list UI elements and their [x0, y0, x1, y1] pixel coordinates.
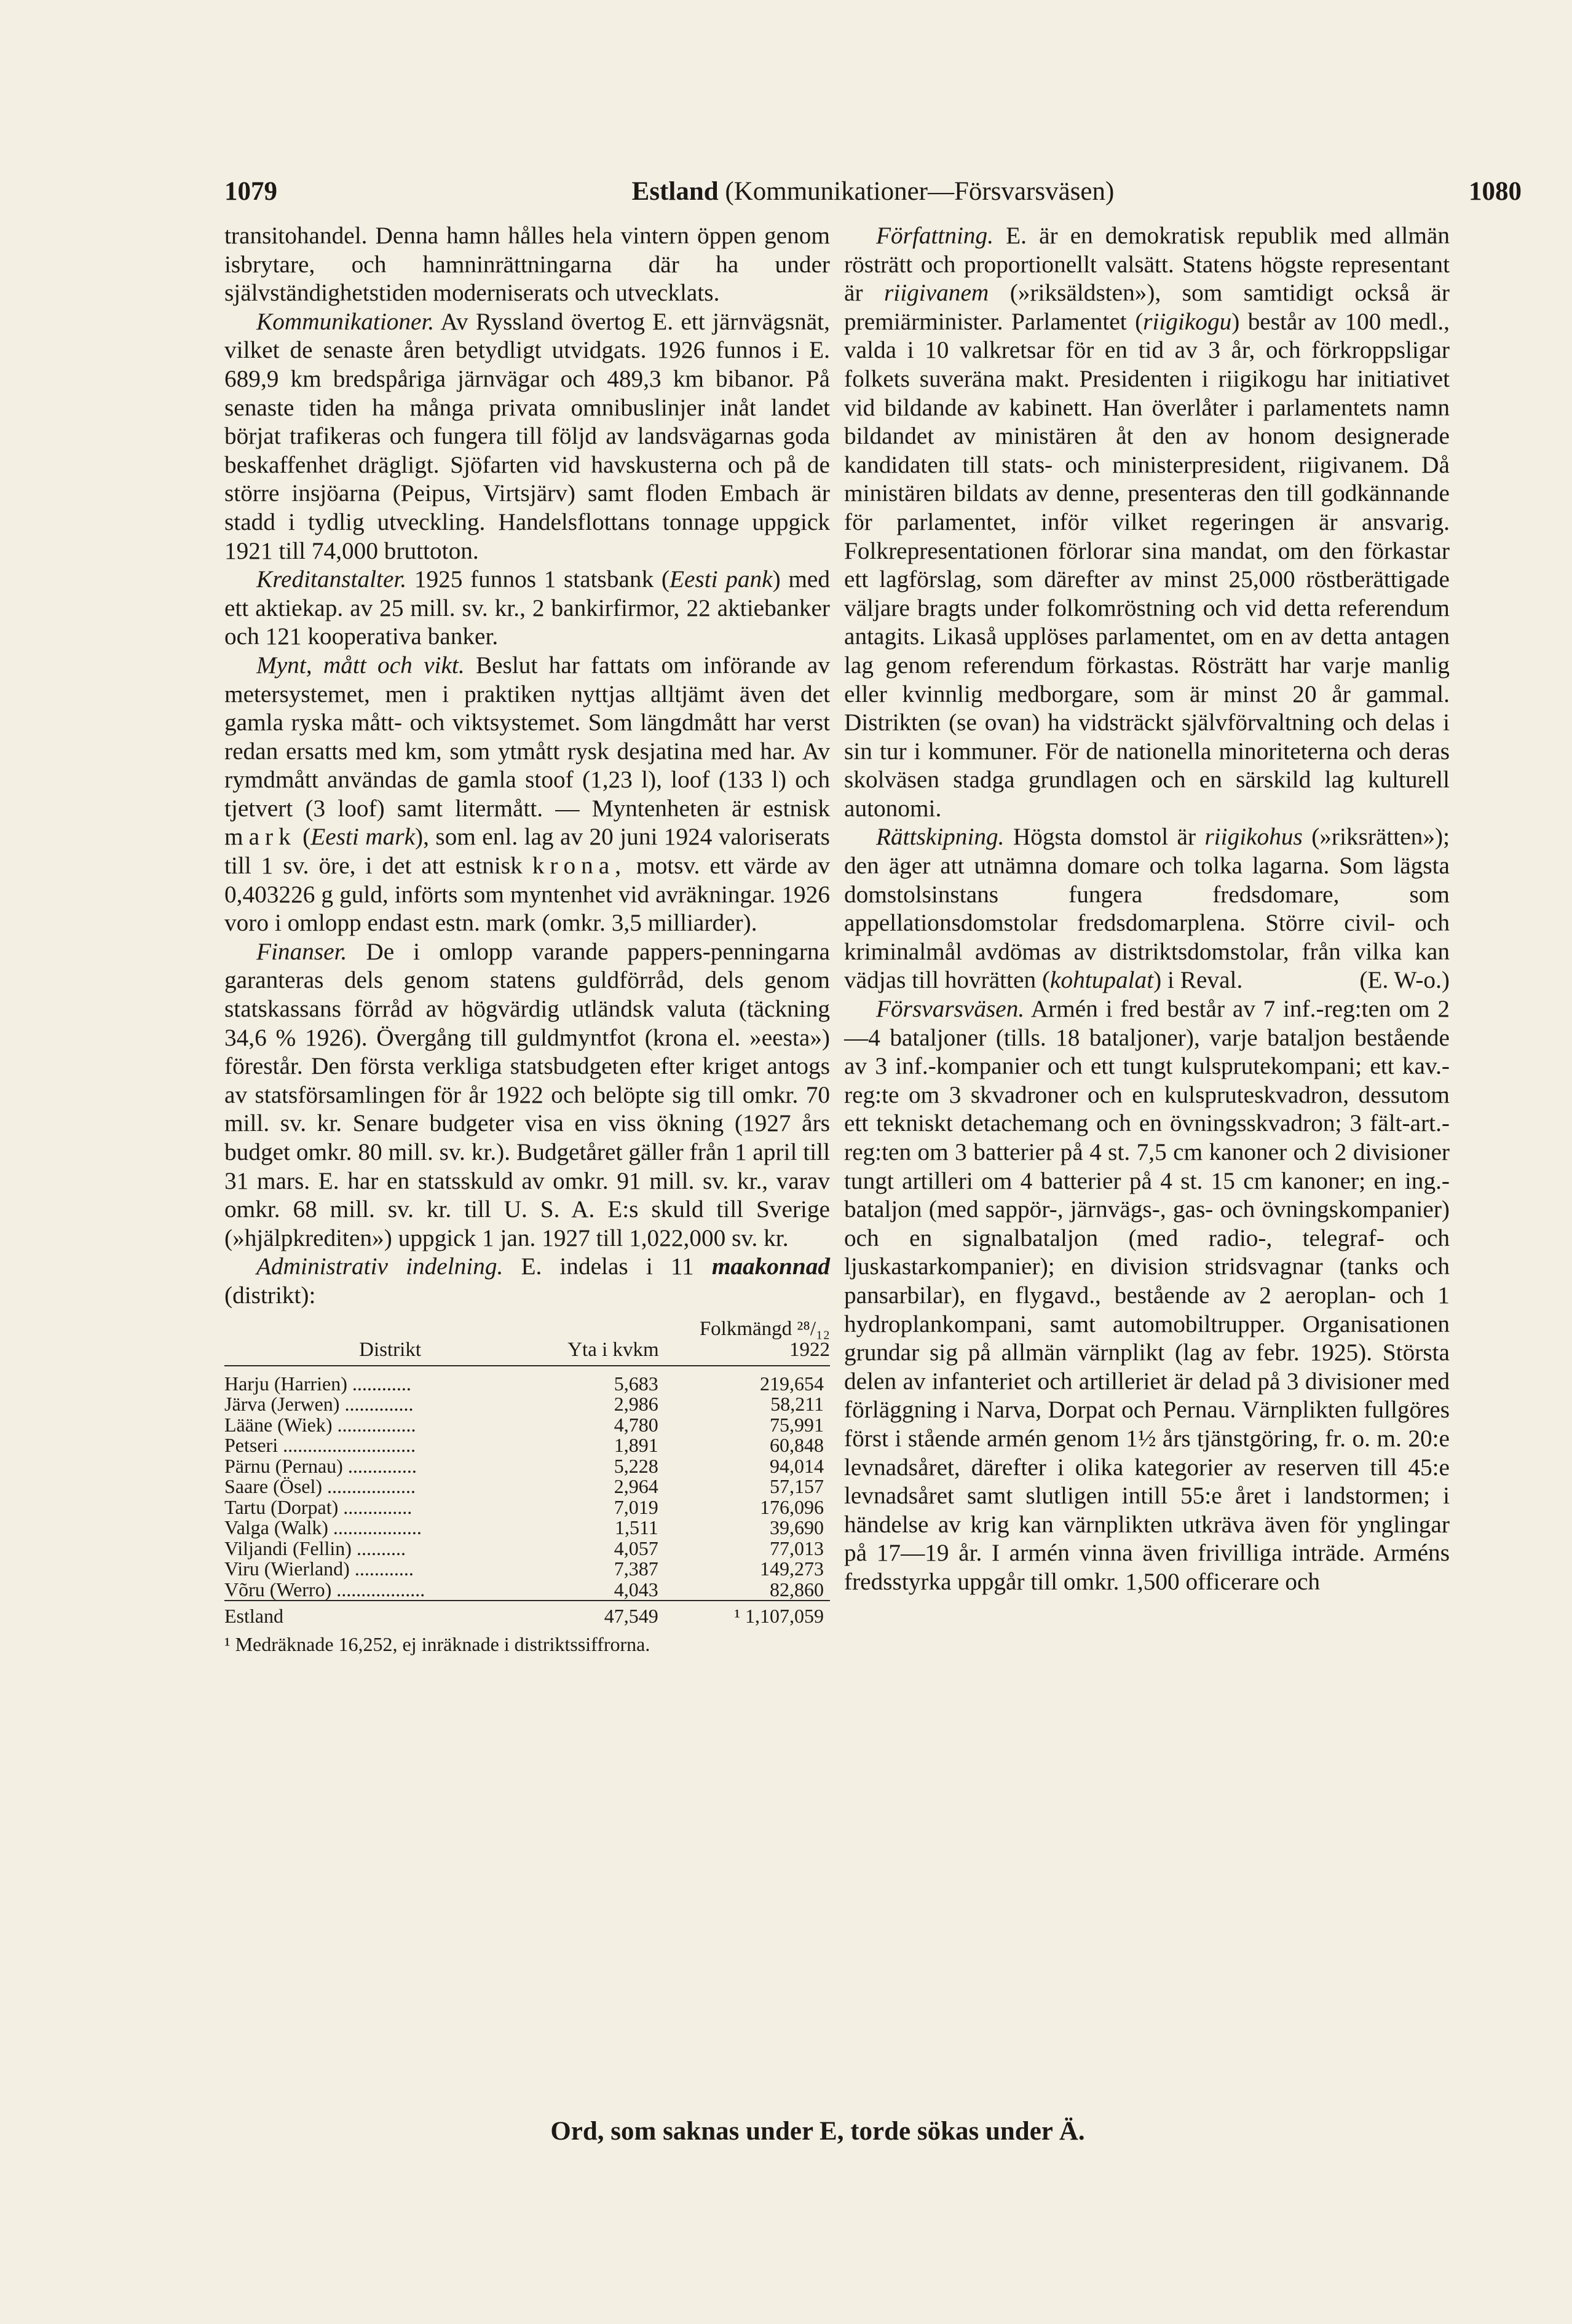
cell-district: Tartu (Dorpat) .............. — [224, 1495, 413, 1518]
cell-population: 77,013 — [770, 1537, 824, 1559]
column-header-district: Distrikt — [224, 1315, 556, 1366]
section-text: De i omlopp varande pappers-penningarna garanteras dels genom statens guldförråd, dels genom statskassans förråd av högvärdig utländsk valuta (täckning 34,6 % 1926). Övergång till guldmyntfot (krona el. »eesta») förestår. Den första verkliga statsbudgeten efter kriget antogs av statsförsamlingen för år 1922 och belöpte sig till omkr. 70 mill. sv. kr. Senare budgeter visa en viss ökning (1927 års budget omkr. 80 mill. sv. kr.). Budgetåret gäller från 1 april till 31 mars. E. har en statsskuld av omkr. 91 mill. sv. kr., varav omkr. 68 mill. sv. kr. till U. S. A. E:s skuld till Sverige (»hjälpkrediten») uppgick 1 jan. 1927 till 1,022,000 sv. kr. — [224, 937, 830, 1251]
cell-population: 57,157 — [770, 1475, 824, 1498]
section-text: E. är en demokratisk republik med allmän rösträtt och proportionellt valsätt. Statens högste representant är — [844, 222, 1450, 307]
cell-population: 39,690 — [770, 1516, 824, 1539]
cell-area: 1,891 — [614, 1434, 658, 1457]
table-row — [224, 1476, 830, 1497]
cell-district: Lääne (Wiek) ................ — [224, 1413, 416, 1436]
cell-area: 5,683 — [614, 1372, 658, 1395]
section-heading: Försvarsväsen. — [876, 995, 1025, 1023]
cell-district: Võru (Werro) .................. — [224, 1578, 425, 1601]
cell-district: Järva (Jerwen) .............. — [224, 1393, 414, 1416]
district-table-wrap — [224, 1315, 830, 1627]
table-row — [224, 1580, 830, 1601]
section-text: Högsta domstol är — [1004, 823, 1205, 851]
table-row — [224, 1538, 830, 1559]
section-heading: Administrativ indelning. — [256, 1253, 504, 1280]
page-header — [224, 173, 1522, 210]
section-text: Av Ryssland övertog E. ett järnvägsnät, vilket de senaste åren betydligt utvidgats. 1926 funnos i E. 689,9 km bredspåriga järnvägar och 489,3 km bibanor. På senaste tiden ha många privata omnibuslinjer inåt landet börjat trafikeras och fungera till följd av landsvägarnas goda beskaffenhet drägligt. Sjöfarten vid havskusterna och på de större insjöarna (Peipus, Virtsjärv) samt floden Embach är stadd i tydlig utveckling. Handelsflottans tonnage uppgick 1921 till 74,000 bruttoton. — [224, 307, 830, 564]
column-header-area: Yta i kvkm — [556, 1315, 671, 1366]
right-column — [844, 221, 1450, 1596]
table-header-row — [224, 1315, 830, 1366]
cell-district: Harju (Harrien) ............ — [224, 1372, 411, 1395]
term-riigikogu: riigikogu — [1143, 307, 1232, 335]
section-kommunikationer — [224, 307, 830, 565]
section-text: ( — [296, 823, 311, 851]
section-text: ) med ett aktiekap. av 25 mill. sv. kr., 2 bankirfirmor, 22 aktiebanker och 121 kooperativa banker. — [224, 565, 830, 650]
cell-area: 2,986 — [614, 1393, 658, 1416]
section-text: Armén i fred består av 7 inf.-reg:ten om 2—4 bataljoner (tills. 18 bataljoner), varje bataljon bestående av 3 inf.-kompanier och ett tungt kulsprutekompani; ett kav.-reg:te om 3 skvadroner och en kulspruteskvadron, dessutom ett tekniskt detachemang och en övningsskvadron; 3 fält-art.-reg:ten om 3 batterier på 4 st. 7,5 cm kanoner och 2 divisioner tungt artilleri om 4 batterier på 4 st. 15 cm kanoner; en ing.-bataljon (med sappör-, järnvägs-, gas- och övningskompanier) och en signalbataljon (med radio-, telegraf- och ljuskastarkompanier); en division stridsvagnar (tanks och pansarbilar), en flygavd., bestående av 2 aeroplan- och 1 hydroplankompani, samt automobiltrupper. Organisationen grundar sig på allmän värnplikt (lag av febr. 1925). Största delen av infanteriet och artilleriet är delad på 3 divisioner med förläggning i Narva, Dorpat och Pernau. Värnplikten fullgöres först i stående armén genom 1½ års tjänstgöring, fr. o. m. 20:e levnadsåret, därefter i olika kategorier av reserven till 45:e levnadsåret samt slutligen intill 55:e året i landstormen; i händelse av krig kan värnplikten utkräva även för ynglingar på 17—19 år. I armén vinna även frivilliga inträde. Arméns fredsstyrka uppgår till omkr. 1,500 officerare och — [844, 995, 1450, 1595]
section-forfattning — [844, 221, 1450, 822]
section-mynt — [224, 651, 830, 937]
term-riigivanem: riigivanem — [884, 279, 989, 307]
section-text: ) består av 100 medl., valda i 10 valkretsar för en tid av 3 år, och förkroppsligar folkets suveräna makt. Presidenten i riigikogu har initiativet vid bildande av kabinett. Han överlåter i parlamentets namn bildandet av ministären åt den av honom designerade kandidaten till stats- och ministerpresident, riigivanem. Då ministären bildats av denne, presenteras den till godkännande för parlamentet, inför vilket regeringen är ansvarig. Folkrepresentationen förlorar sina mandat, om den förkastar ett lagförslag, som därefter av minst 25,000 röstberättigade väljare bragts under folkomröstning och vid detta referendum antagits. Likaså upplöses parlamentet, om en av detta antagen lag genom referendum förkastas. Rösträtt har varje manlig eller kvinnlig medborgare, som är minst 20 år gammal. Distrikten (se ovan) ha vidsträckt självförvaltning och delas i sin tur i kommuner. För de nationella minoriteterna och deras skolväsen stadga grundlagen och en särskild lag kulturell autonomi. — [844, 307, 1450, 822]
section-text: (»riksrätten»); den äger att utnämna domare och tolka lagarna. Som lägsta domstolsinstans fungera fredsdomare, som appellationsdomstolar fredsdomarplena. Större civil- och kriminalmål avdömas av distriktsdomstolar, från vilka kan vädjas till hovrätten ( — [844, 823, 1450, 994]
page-number-right: 1080 — [1469, 177, 1522, 206]
cell-population: 60,848 — [770, 1434, 824, 1457]
running-title-sub: (Kommunikationer—Försvarsväsen) — [718, 177, 1115, 206]
footer-note: Ord, som saknas under E, torde sökas under Ä. — [550, 2117, 1085, 2146]
cell-area: 7,387 — [614, 1558, 658, 1580]
table-row — [224, 1559, 830, 1580]
author-signature: (E. W-o.) — [1359, 966, 1450, 994]
cell-population: 75,991 — [770, 1413, 824, 1436]
cell-district: Valga (Walk) .................. — [224, 1516, 422, 1539]
cell-district: Saare (Ösel) .................. — [224, 1475, 416, 1498]
district-table-body — [224, 1366, 830, 1627]
cell-population: 82,860 — [770, 1578, 824, 1601]
table-row — [224, 1394, 830, 1415]
cell-population: 176,096 — [760, 1495, 824, 1518]
cell-area: 4,780 — [614, 1413, 658, 1436]
table-row — [224, 1415, 830, 1436]
footnote: ¹ Medräknade 16,252, ej inräknade i distriktssiffrorna. — [224, 1633, 650, 1655]
section-heading: Kreditanstalter. — [256, 565, 407, 593]
cell-population: 219,654 — [760, 1372, 824, 1395]
section-heading: Rättskipning. — [876, 823, 1005, 851]
term-mark: mark — [224, 823, 296, 851]
district-table — [224, 1315, 830, 1627]
page-number-left: 1079 — [224, 177, 277, 206]
cell-district: Petseri ........................... — [224, 1434, 416, 1457]
cell-area: 4,057 — [614, 1537, 658, 1559]
cell-population: 149,273 — [760, 1558, 824, 1580]
table-row — [224, 1435, 830, 1456]
section-text: (distrikt): — [224, 1281, 316, 1309]
term-krona: krona, — [532, 852, 627, 880]
cell-district: Viru (Wierland) ............ — [224, 1558, 414, 1580]
column-header-population: Folkmängd ²⁸/₁₂ 1922 — [671, 1315, 830, 1366]
cell-area: 2,964 — [614, 1475, 658, 1498]
section-heading: Kommunikationer. — [256, 307, 435, 335]
paragraph-transit: transitohandel. Denna hamn hålles hela vintern öppen genom isbrytare, och hamninrättningarna där ha under självständighetstiden moderniserats och utvecklats. — [224, 222, 830, 307]
running-title — [224, 173, 1522, 210]
cell-district: Viljandi (Fellin) .......... — [224, 1537, 406, 1559]
section-heading: Författning. — [876, 222, 994, 249]
cell-population: 94,014 — [770, 1454, 824, 1477]
section-text: 1925 funnos 1 statsbank ( — [406, 565, 669, 593]
table-row — [224, 1518, 830, 1538]
table-row — [224, 1497, 830, 1518]
section-kreditanstalter — [224, 565, 830, 651]
cell-district: Estland — [224, 1601, 556, 1627]
section-administrativ — [224, 1252, 830, 1309]
section-text: E. indelas i 11 — [503, 1253, 712, 1280]
left-column — [224, 221, 830, 1655]
table-row — [224, 1456, 830, 1477]
cell-population: ¹ 1,107,059 — [671, 1601, 830, 1627]
section-heading: Mynt, mått och vikt. — [256, 651, 465, 679]
term-eesti-mark: Eesti mark — [310, 823, 416, 851]
cell-district: Pärnu (Pernau) .............. — [224, 1454, 417, 1477]
section-text: ), som enl. lag av 20 juni 1924 valoriserats till 1 sv. öre, i det att estnisk — [224, 823, 830, 880]
term-kohtupalat: kohtupalat — [1050, 966, 1154, 994]
section-text: motsv. ett värde av 0,403226 g guld, införts som myntenhet vid avräkningar. 1926 voro i omlopp endast estn. mark (omkr. 3,5 milliarder). — [224, 852, 830, 937]
cell-population: 58,211 — [770, 1393, 824, 1416]
cell-area: 4,043 — [614, 1578, 658, 1601]
cell-area: 5,228 — [614, 1454, 658, 1477]
section-text: ) i Reval. — [1153, 966, 1243, 994]
running-title-main: Estland — [631, 177, 719, 206]
section-text: (»riksäldsten»), som samtidigt också är premiärminister. Parlamentet ( — [844, 279, 1450, 335]
cell-area: 7,019 — [614, 1495, 658, 1518]
section-heading: Finanser. — [256, 937, 347, 965]
table-row — [224, 1366, 830, 1395]
section-finanser — [224, 937, 830, 1253]
section-text: Beslut har fattats om införande av metersystemet, men i praktiken nyttjas alltjämt även det gamla ryska mått- och viktsystemet. Som längdmått har verst redan ersatts med km, som ytmått rysk desjatina med har. Av rymdmått användas de gamla stoof (1,23 l), loof (133 l) och tjetvert (3 loof) samt litermått. — Myntenheten är estnisk — [224, 651, 830, 822]
section-forsvarsvasen — [844, 995, 1450, 1596]
cell-area: 1,511 — [614, 1516, 658, 1539]
cell-area: 47,549 — [556, 1601, 671, 1627]
term-eesti-pank: Eesti pank — [669, 565, 773, 593]
term-riigikohus: riigikohus — [1204, 823, 1303, 851]
term-maakonnad: maakonnad — [711, 1253, 830, 1280]
table-total-row — [224, 1601, 830, 1627]
section-rattskipning — [844, 822, 1450, 995]
